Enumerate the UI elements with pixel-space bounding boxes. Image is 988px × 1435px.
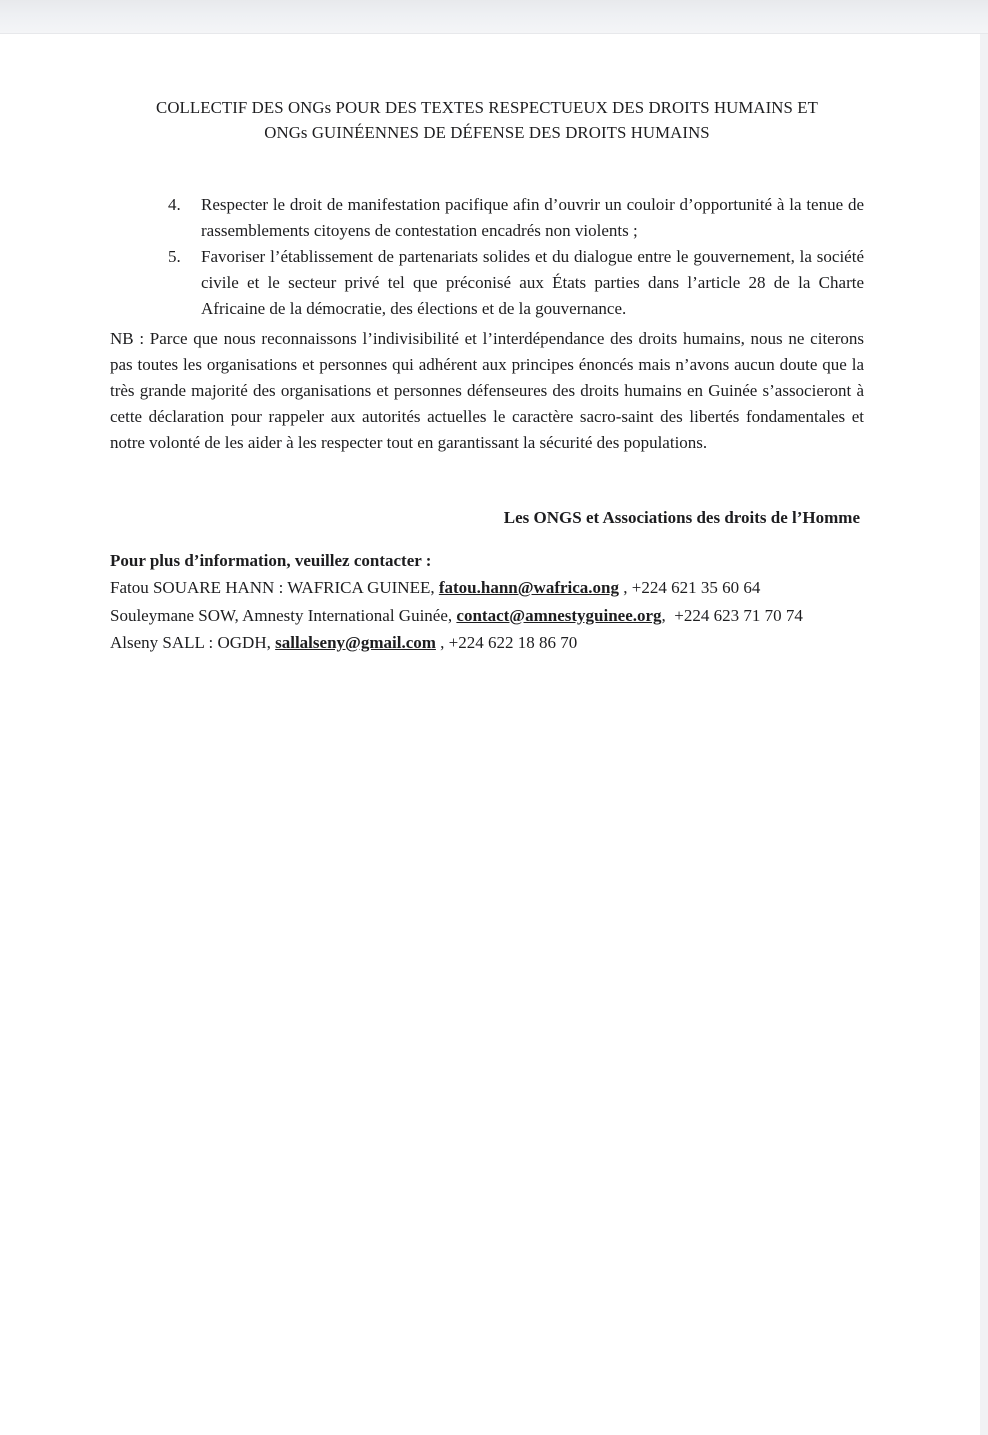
document-title-line1: COLLECTIF DES ONGs POUR DES TEXTES RESPECTUEUX DES DROITS HUMAINS ET [156, 98, 818, 117]
signature-line: Les ONGS et Associations des droits de l’Homme [503, 508, 860, 527]
contact-line [110, 574, 864, 602]
contact-heading: Pour plus d’information, veuillez contacter : [110, 551, 432, 570]
list-item-5 [168, 244, 864, 322]
email-link[interactable]: sallalseny@gmail.com [275, 633, 436, 652]
contact-prefix: Alseny SALL : OGDH, [110, 633, 276, 652]
viewer-top-bar [0, 0, 988, 34]
list-item-number: 4. [168, 195, 181, 214]
document-title [110, 95, 864, 145]
list-item-4 [168, 192, 864, 244]
list-item-number: 5. [168, 247, 181, 266]
email-link[interactable]: fatou.hann@wafrica.ong [438, 578, 620, 597]
list-item-text: Respecter le droit de manifestation pacifique afin d’ouvrir un couloir d’opportunité à la tenue de rassemblements citoyens de contestation encadrés non violents ; [201, 195, 864, 240]
document-title-line2: ONGs GUINÉENNES DE DÉFENSE DES DROITS HUMAINS [264, 123, 710, 142]
numbered-list [110, 192, 864, 322]
viewer-right-gutter [979, 34, 988, 1435]
document-page [0, 34, 980, 1435]
nb-paragraph: NB : Parce que nous reconnaissons l’indivisibilité et l’interdépendance des droits humains, nous ne citerons pas toutes les organisations et personnes qui adhérent aux principes énoncés mais n’avons aucun doute que la très grande majorité des organisations et personnes défenseures des droits humains en Guinée s’associeront à cette déclaration pour rappeler aux autorités actuelles le caractère sacro-saint des libertés fondamentales et notre volonté de les aider à les respecter tout en garantissant la sécurité des populations. [110, 329, 864, 452]
contact-suffix: , +224 623 71 70 74 [661, 605, 803, 625]
contact-suffix: , +224 621 35 60 64 [619, 578, 761, 597]
list-item-text: Favoriser l’établissement de partenariats solides et du dialogue entre le gouvernement, la société civile et le secteur privé tel que préconisé aux États parties dans l’article 28 de la Charte Africaine de la démocratie, des élections et de la gouvernance. [201, 247, 864, 318]
contact-prefix: Souleymane SOW, Amnesty International Guinée, [110, 605, 457, 625]
email-link[interactable]: contact@amnestyguinee.org [456, 605, 662, 625]
contact-prefix: Fatou SOUARE HANN : WAFRICA GUINEE, [110, 578, 439, 597]
contact-suffix: , +224 622 18 86 70 [435, 633, 578, 652]
contact-line [110, 629, 864, 657]
contact-line [110, 602, 864, 630]
